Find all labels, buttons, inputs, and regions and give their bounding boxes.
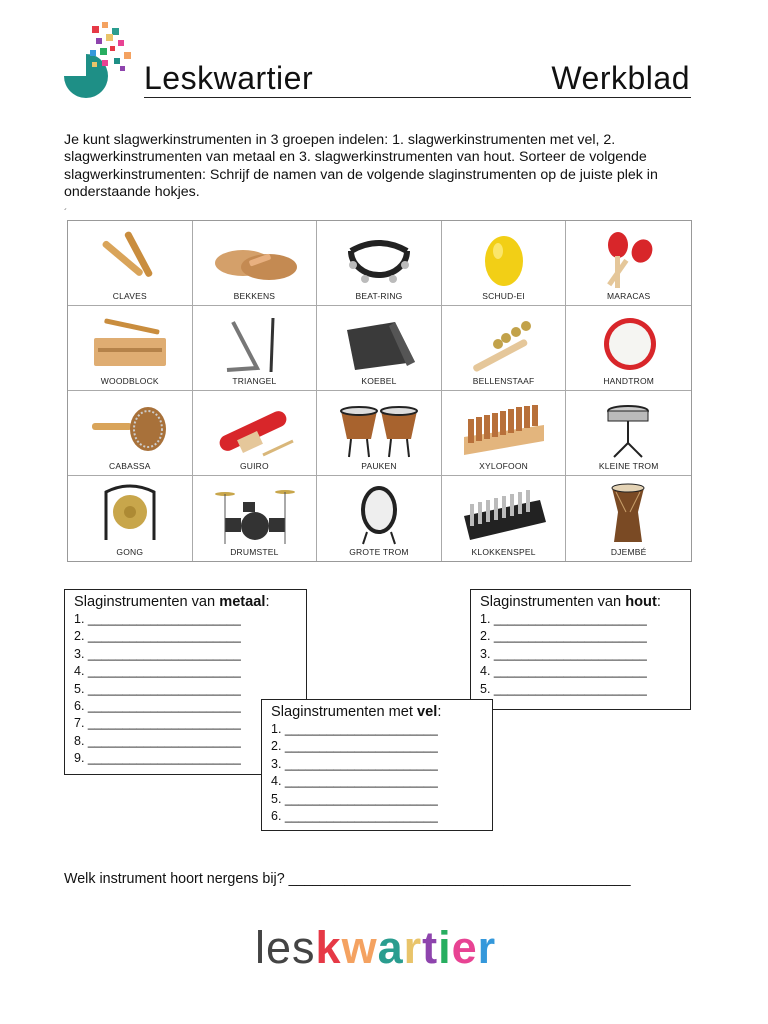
answer-box-hout [470,589,691,710]
instrument-cell [193,391,318,476]
answer-box-heading: Slaginstrumenten van metaal: [74,594,270,610]
answer-line[interactable]: 1. ______________________ [74,612,241,626]
instrument-cell [68,391,193,476]
guiro-icon [213,397,297,461]
instrument-cell [68,306,193,391]
instrument-cell [317,391,442,476]
djembe-icon [586,482,670,546]
instrument-label: BEKKENS [233,291,276,301]
instrument-label: HANDTROM [603,376,655,386]
intro-text: Je kunt slagwerkinstrumenten in 3 groepen indelen: 1. slagwerkinstrumenten met vel, 2. slagwerkinstrumenten van metaal en 3. slagwerkinstrumenten van hout. Sorteer de volgende slagwerkinstrumenten: Schrijf de namen van de volgende slaginstrumenten op de juiste plek in onderstaande hokjes. [64,132,658,200]
answer-line[interactable]: 3. ______________________ [74,646,241,661]
timpani-icon [337,397,421,461]
title-divider [144,97,691,98]
answer-box-heading: Slaginstrumenten van hout: [480,594,661,610]
instrument-cell [68,221,193,306]
instrument-cell [566,221,691,306]
instrument-label: GONG [116,547,144,557]
instrument-cell [442,306,567,391]
answer-line[interactable]: 4. ______________________ [271,774,438,789]
instrument-label: XYLOFOON [479,461,529,471]
instrument-cell [193,221,318,306]
answer-line[interactable]: 4. ______________________ [74,664,241,679]
claves-icon [88,227,172,291]
instrument-cell [442,476,567,561]
answer-box-heading: Slaginstrumenten met vel: [271,704,442,720]
answer-line[interactable]: 5. ______________________ [74,681,241,696]
answer-line[interactable]: 8. ______________________ [74,733,241,748]
instrument-label: KOEBEL [361,376,397,386]
instrument-cell [442,391,567,476]
cymbals-icon [213,227,297,291]
instrument-cell [566,306,691,391]
doc-type-title: Werkblad [551,60,690,96]
answer-line[interactable]: 9. ______________________ [74,751,241,766]
gong-icon [88,482,172,546]
instrument-grid [67,220,692,562]
xylophone-icon [462,397,546,461]
instrument-label: CLAVES [112,291,147,301]
stray-mark: ´ [64,208,68,219]
glockenspiel-icon [462,482,546,546]
instrument-cell [442,221,567,306]
answer-line[interactable]: 4. ______________________ [480,664,647,679]
instrument-label: PAUKEN [361,461,397,471]
beat-ring-icon [337,227,421,291]
answer-line[interactable]: 1. ______________________ [271,722,438,736]
drum-kit-icon [213,482,297,546]
hand-drum-icon [586,312,670,376]
instrument-label: BEAT-RING [355,291,403,301]
woodblock-icon [88,312,172,376]
snare-drum-icon [586,397,670,461]
instrument-label: KLEINE TROM [598,461,659,471]
leskwartier-logo-icon [62,20,142,100]
instrument-label: TRIANGEL [232,376,277,386]
odd-one-out-question[interactable]: Welk instrument hoort nergens bij? ___________________________________________ [64,871,631,887]
answer-line[interactable]: 5. ______________________ [271,791,438,806]
brand-title: Leskwartier [144,60,314,96]
instrument-label: DJEMBÉ [610,547,647,557]
footer-logo-kwartier: kwartier [315,922,497,973]
cabasa-icon [88,397,172,461]
answer-line[interactable]: 3. ______________________ [480,646,647,661]
instrument-label: MARACAS [606,291,651,301]
answer-line[interactable]: 1. ______________________ [480,612,647,626]
answer-line[interactable]: 2. ______________________ [480,629,647,644]
footer-logo-les: les [255,922,316,973]
instrument-cell [68,476,193,561]
instrument-cell [193,306,318,391]
bell-stick-icon [462,312,546,376]
answer-line[interactable]: 2. ______________________ [74,629,241,644]
footer-logo [255,922,496,974]
answer-line[interactable]: 7. ______________________ [74,716,241,731]
instrument-label: BELLENSTAAF [472,376,535,386]
answer-line[interactable]: 3. ______________________ [271,756,438,771]
answer-box-vel [261,699,493,831]
bass-drum-icon [337,482,421,546]
instrument-label: DRUMSTEL [230,547,279,557]
instrument-label: WOODBLOCK [100,376,159,386]
shaker-egg-icon [462,227,546,291]
answer-line[interactable]: 5. ______________________ [480,681,647,696]
instrument-cell [317,221,442,306]
answer-line[interactable]: 6. ______________________ [271,809,438,824]
instrument-label: GUIRO [239,461,269,471]
instrument-cell [566,476,691,561]
instrument-cell [566,391,691,476]
instrument-label: SCHUD-EI [482,291,525,301]
instrument-cell [317,306,442,391]
triangle-icon [213,312,297,376]
instrument-label: CABASSA [109,461,151,471]
maracas-icon [586,227,670,291]
instrument-label: GROTE TROM [349,547,409,557]
answer-line[interactable]: 2. ______________________ [271,739,438,754]
instrument-cell [317,476,442,561]
answer-line[interactable]: 6. ______________________ [74,699,241,714]
instrument-cell [193,476,318,561]
instrument-label: KLOKKENSPEL [471,547,536,557]
cowbell-icon [337,312,421,376]
